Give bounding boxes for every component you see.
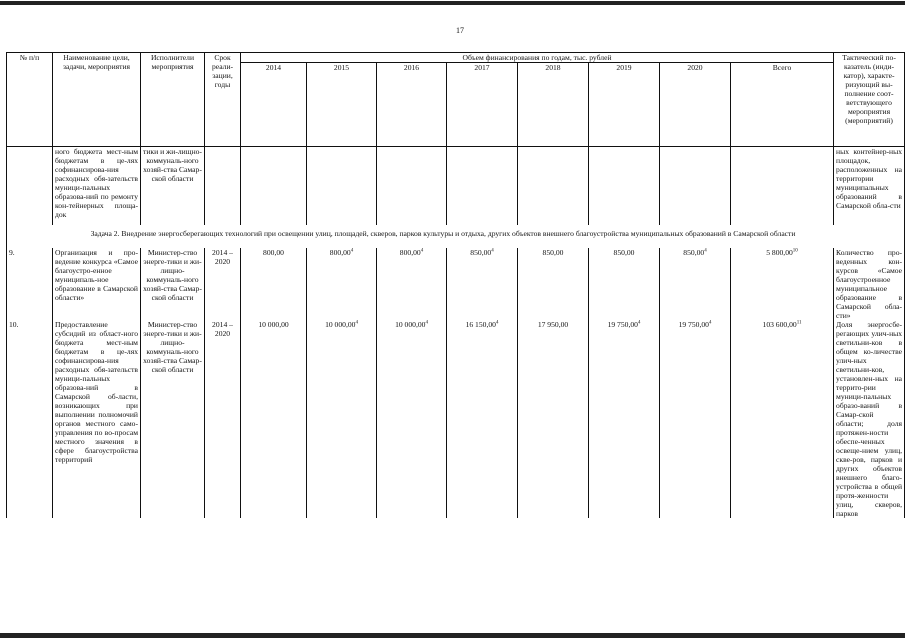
header-num: № п/п	[7, 53, 53, 147]
cell-indicator: Доля энергосбе-регающих улич-ных светильни-ков в общем ко-личестве улич-ных светильни-ков, установлен-ных на террито-рии муници-пальных образо-ваний в Самар-ской области; доля протяжен-ности обеспе-ченных освеще-нием улиц, скве-ров, парков и других объектов внешнего благо-устройства в общей протя-женности улиц, скверов, парков	[834, 320, 905, 518]
cell-value: 10 000,00$^4$	[377, 320, 447, 518]
cell-value: 10 000,00$^4$	[307, 320, 377, 518]
header-funding: Объем финансирования по годам, тыс. рублей	[241, 53, 834, 63]
cell-value: 850,00	[518, 248, 589, 320]
cell-indicator: Количество про-веденных кон-курсов «Самое благоустроенное муниципальное образование в Самарской обла-сти»	[834, 248, 905, 320]
cell-value: 19 750,00$^4$	[589, 320, 660, 518]
cell-value: 10 000,00	[241, 320, 307, 518]
cell-value: 16 150,00$^4$	[447, 320, 518, 518]
cell-value: 800,00$^4$	[307, 248, 377, 320]
cell-total: 5 800,00$^{10}$	[731, 248, 834, 320]
task-heading: Задача 2. Внедрение энергосберегающих технологий при освещении улиц, площадей, скверов, парков культуры и отдыха, других объектов внешнего благоустройства муниципальных образований в Самарской области	[90, 229, 796, 238]
header-indicator: Тактический по-казатель (инди-катор), характе-ризующий вы-полнение соот-ветствующего мероприятия (мероприятий)	[834, 53, 905, 147]
header-exec: Исполнители мероприятия	[141, 53, 205, 147]
cell-num: 10.	[7, 320, 53, 518]
cell-term: 2014 – 2020	[205, 248, 241, 320]
cell-exec: тики и жи-лищно-коммуналь-ного хозяй-ства Самар-ской области	[141, 147, 205, 226]
bottom-rule	[0, 633, 905, 638]
top-rule	[0, 1, 905, 5]
header-total: Всего	[731, 63, 834, 147]
cell-value: 850,00	[589, 248, 660, 320]
table-row	[7, 147, 905, 226]
cell-exec: Министер-ство энерге-тики и жи-лищно-коммуналь-ного хозяй-ства Самар-ской области	[141, 248, 205, 320]
page-number: 17	[456, 26, 464, 35]
header-year: 2017	[447, 63, 518, 147]
header-year: 2016	[377, 63, 447, 147]
table-row	[7, 248, 905, 320]
cell-value: 800,00	[241, 248, 307, 320]
header-year: 2020	[660, 63, 731, 147]
cell-name: ного бюджета мест-ным бюджетам в це-лях софинансирова-ния расходных обя-зательств муници-пальных образова-ний по ремонту кон-тейнерных площа-док	[53, 147, 141, 226]
cell-value: 850,00$^4$	[447, 248, 518, 320]
cell-name: Организация и про-ведение конкурса «Самое благоустро-енное муниципаль-ное образование в Самарской области»	[53, 248, 141, 320]
table-row	[7, 320, 905, 518]
header-year: 2015	[307, 63, 377, 147]
header-name: Наименование цели, задачи, мероприятия	[53, 53, 141, 147]
funding-table	[6, 52, 905, 518]
cell-value: 17 950,00	[518, 320, 589, 518]
cell-term: 2014 – 2020	[205, 320, 241, 518]
header-term: Срок реали-зации, годы	[205, 53, 241, 147]
cell-value: 800,00$^4$	[377, 248, 447, 320]
cell-value: 19 750,00$^4$	[660, 320, 731, 518]
cell-name: Предоставление субсидий из област-ного бюджета мест-ным бюджетам в це-лях софинансирова-ния расходных обя-зательств муници-пальных образова-ний в Самарской об-ласти, возникающих при выполнении полномочий органов местного само-управления по во-просам местного значения в сфере благоустройства территорий	[53, 320, 141, 518]
cell-exec: Министер-ство энерге-тики и жи-лищно-коммуналь-ного хозяй-ства Самар-ской области	[141, 320, 205, 518]
cell-num: 9.	[7, 248, 53, 320]
header-year: 2018	[518, 63, 589, 147]
cell-total: 103 600,00$^{11}$	[731, 320, 834, 518]
cell-value: 850,00$^4$	[660, 248, 731, 320]
task-row	[7, 225, 905, 248]
header-year: 2014	[241, 63, 307, 147]
cell-indicator: ных контейнер-ных площадок, расположенных на территории муниципальных образований в Самарской обла-сти	[834, 147, 905, 226]
header-year: 2019	[589, 63, 660, 147]
